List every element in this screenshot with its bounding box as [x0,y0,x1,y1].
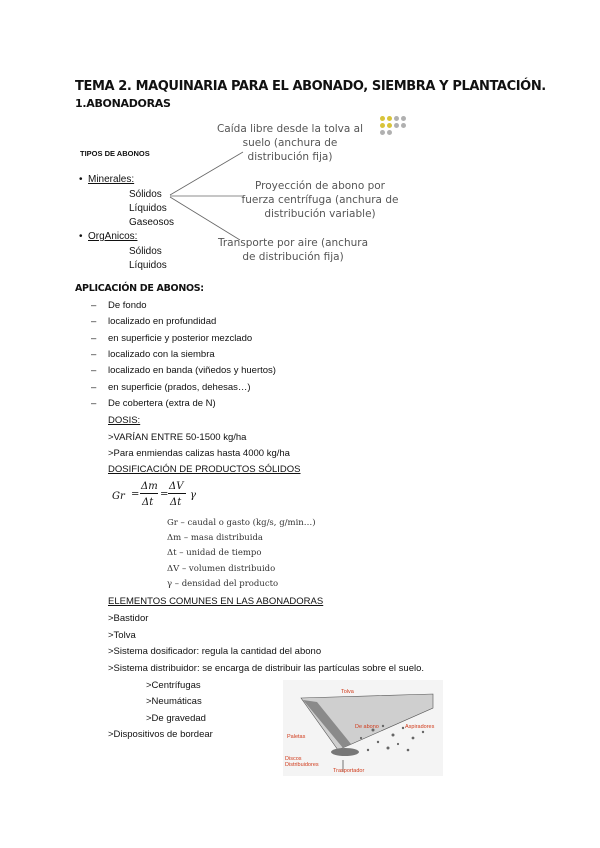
formula-frac1-den: Δt [142,497,154,508]
distribution-caida-libre: Caída libre desde la tolva al suelo (anchura de distribución fija) [216,123,364,163]
diagram-label-tolva: Tolva [341,689,354,695]
organicos-label: OrgAnicos: [88,231,138,242]
aplicacion-dash: – [91,348,97,360]
elementos-sub: >Centrífugas [146,680,201,691]
page-title: TEMA 2. MAQUINARIA PARA EL ABONADO, SIEMBRA Y PLANTACIÓN. [75,79,546,94]
dosis-line: >Para enmiendas calizas hasta 4000 kg/ha [108,448,290,459]
fraction-bar [168,493,186,494]
aplicacion-dash: – [91,397,97,409]
legend-item: ΔV – volumen distribuido [167,563,276,574]
elementos-sub: >De gravedad [146,713,206,724]
dosis-line: >VARÍAN ENTRE 50-1500 kg/ha [108,432,247,443]
aplicacion-item: localizado en profundidad [108,316,217,328]
tipos-heading: TIPOS DE ABONOS [80,149,150,158]
legend-item: Gr – caudal o gasto (kg/s, g/min…) [167,518,316,528]
formula-lhs: Gr [112,491,125,502]
formula [112,478,212,518]
formula-equals: = [160,489,169,500]
elementos-line: >Tolva [108,630,136,641]
aplicacion-item: localizado en banda (viñedos y huertos) [108,365,276,377]
formula-equals: = [131,489,140,500]
diagram-label-abono: De abono [355,724,379,730]
elementos-line: >Bastidor [108,613,149,624]
elementos-line: >Sistema dosificador: regula la cantidad del abono [108,646,322,657]
legend-item: Δt – unidad de tiempo [167,548,262,559]
dosificacion-heading: DOSIFICACIÓN DE PRODUCTOS SÓLIDOS [108,464,301,475]
diagram-label-trasportador: Trasportador [333,768,365,774]
aplicacion-dash: – [91,381,97,393]
organico-item: Sólidos [129,246,162,257]
aplicacion-heading: APLICACIÓN DE ABONOS: [75,283,204,294]
aplicacion-dash: – [91,316,97,328]
diagram-label-aspiradores: Aspiradores [405,724,435,730]
formula-frac2-num: ΔV [169,481,184,492]
diagram-label-paletas: Paletas [287,734,306,740]
formula-frac2-den: Δt [170,497,182,508]
mineral-item: Líquidos [129,203,167,214]
mineral-item: Sólidos [129,189,162,200]
distribution-centrifuga: Proyección de abono por fuerza centrífuga (anchura de distribución variable) [241,180,399,220]
minerales-label: Minerales: [88,174,135,185]
spreader-diagram [283,680,443,776]
bullet: • [79,174,83,185]
fraction-bar [140,493,158,494]
distribution-aire: Transporte por aire (anchura de distribución fija) [217,237,369,263]
legend-item: Δm – masa distribuida [167,533,263,544]
elementos-last: >Dispositivos de bordear [108,729,213,740]
mineral-item: Gaseosos [129,217,175,228]
aplicacion-item: en superficie (prados, dehesas…) [108,381,251,393]
elementos-line: >Sistema distribuidor: se encarga de distribuir las partículas sobre el suelo. [108,663,425,674]
aplicacion-dash: – [91,365,97,377]
organico-item: Líquidos [129,260,167,271]
aplicacion-dash: – [91,332,97,344]
aplicacion-dash: – [91,300,97,311]
bullet: • [79,231,83,242]
dosis-heading: DOSIS: [108,415,141,426]
diagram-label-discos: Discos Distribuidores [285,756,319,768]
elementos-sub: >Neumáticas [146,696,202,707]
formula-frac1-num: Δm [141,481,158,492]
legend-item: γ – densidad del producto [167,578,279,589]
aplicacion-item: De cobertera (extra de N) [108,397,216,409]
aplicacion-item: en superficie y posterior mezclado [108,332,253,344]
section-heading-abonadoras: 1.ABONADORAS [75,97,171,110]
formula-gamma: γ [190,490,196,501]
aplicacion-item: localizado con la siembra [108,348,215,360]
aplicacion-item: De fondo [108,300,147,311]
elementos-heading: ELEMENTOS COMUNES EN LAS ABONADORAS [108,596,324,607]
